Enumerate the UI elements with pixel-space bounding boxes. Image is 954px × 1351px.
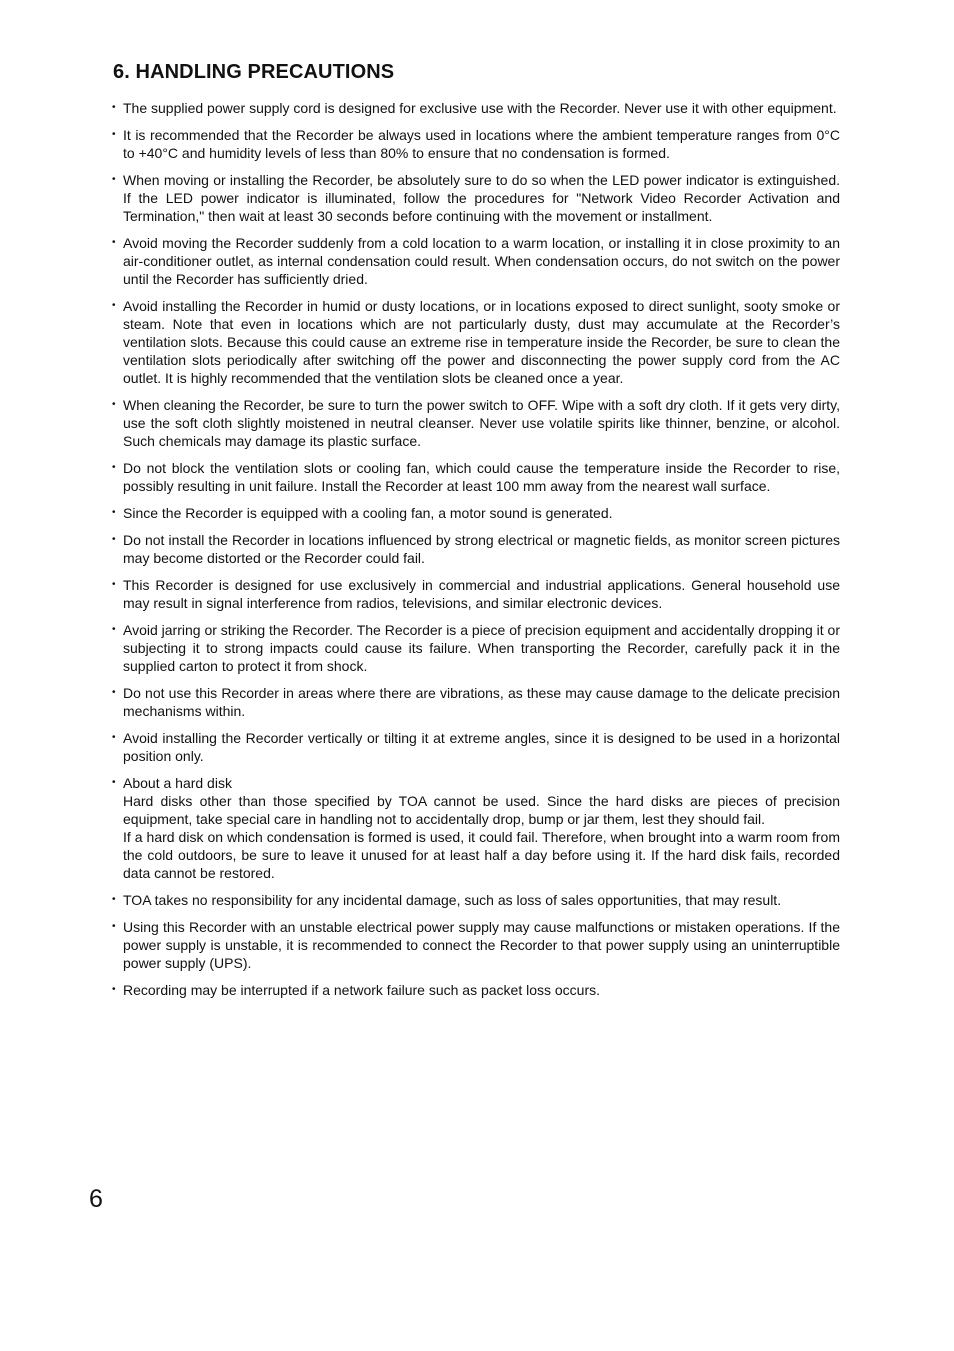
precaution-item: • The supplied power supply cord is designed for exclusive use with the Recorder. Never use it with other equipment. <box>113 99 840 117</box>
precaution-item: • Using this Recorder with an unstable electrical power supply may cause malfunctions or mistaken operations. If the power supply is unstable, it is recommended to connect the Recorder to that power supply using an uninterruptible power supply (UPS). <box>113 918 840 972</box>
hard-disk-paragraph: Hard disks other than those specified by TOA cannot be used. Since the hard disks are pieces of precision equipment, take special care in handling not to accidentally drop, bump or jar them, lest they should fail. <box>123 793 840 827</box>
section-title: 6. HANDLING PRECAUTIONS <box>113 61 395 83</box>
precautions-list <box>113 99 840 1008</box>
precaution-item: • Recording may be interrupted if a network failure such as packet loss occurs. <box>113 981 840 999</box>
precaution-item: • Avoid moving the Recorder suddenly from a cold location to a warm location, or installing it in close proximity to an air-conditioner outlet, as internal condensation could result. When condensation occurs, do not switch on the power until the Recorder has sufficiently dried. <box>113 234 840 288</box>
precaution-item: • Do not use this Recorder in areas where there are vibrations, as these may cause damage to the delicate precision mechanisms within. <box>113 684 840 720</box>
precaution-item: • Avoid installing the Recorder vertically or tilting it at extreme angles, since it is designed to be used in a horizontal position only. <box>113 729 840 765</box>
precaution-item: • It is recommended that the Recorder be always used in locations where the ambient temperature ranges from 0°C to +40°C and humidity levels of less than 80% to ensure that no condensation is formed. <box>113 126 840 162</box>
precaution-item: • Do not block the ventilation slots or cooling fan, which could cause the temperature inside the Recorder to rise, possibly resulting in unit failure. Install the Recorder at least 100 mm away from the nearest wall surface. <box>113 459 840 495</box>
page-number: 6 <box>89 1185 103 1213</box>
hard-disk-heading: • About a hard disk <box>123 775 232 791</box>
precaution-item: • Since the Recorder is equipped with a cooling fan, a motor sound is generated. <box>113 504 840 522</box>
precaution-item: • When cleaning the Recorder, be sure to turn the power switch to OFF. Wipe with a soft dry cloth. If it gets very dirty, use the soft cloth slightly moistened in neutral cleanser. Never use volatile spirits like thinner, benzine, or alcohol. Such chemicals may damage its plastic surface. <box>113 396 840 450</box>
precaution-item: • Avoid installing the Recorder in humid or dusty locations, or in locations exposed to direct sunlight, sooty smoke or steam. Note that even in locations which are not particularly dusty, dust may accumulate at the Recorder’s ventilation slots. Because this could cause an extreme rise in temperature inside the Recorder, be sure to clean the ventilation slots periodically after switching off the power and disconnecting the power supply cord from the AC outlet. It is highly recommended that the ventilation slots be cleaned once a year. <box>113 297 840 387</box>
precaution-item: • Do not install the Recorder in locations influenced by strong electrical or magnetic fields, as monitor screen pictures may become distorted or the Recorder could fail. <box>113 531 840 567</box>
precaution-item: • TOA takes no responsibility for any incidental damage, such as loss of sales opportunities, that may result. <box>113 891 840 909</box>
hard-disk-paragraph: If a hard disk on which condensation is formed is used, it could fail. Therefore, when brought into a warm room from the cold outdoors, be sure to leave it unused for at least half a day before using it. If the hard disk fails, recorded data cannot be restored. <box>123 829 840 881</box>
precaution-item: • This Recorder is designed for use exclusively in commercial and industrial applications. General household use may result in signal interference from radios, televisions, and similar electronic devices. <box>113 576 840 612</box>
precaution-item: • When moving or installing the Recorder, be absolutely sure to do so when the LED power indicator is extinguished. If the LED power indicator is illuminated, follow the procedures for "Network Video Recorder Activation and Termination," then wait at least 30 seconds before continuing with the movement or installment. <box>113 171 840 225</box>
precaution-item-hard-disk <box>113 774 840 882</box>
precaution-item: • Avoid jarring or striking the Recorder. The Recorder is a piece of precision equipment and accidentally dropping it or subjecting it to strong impacts could cause its failure. When transporting the Recorder, carefully pack it in the supplied carton to protect it from shock. <box>113 621 840 675</box>
